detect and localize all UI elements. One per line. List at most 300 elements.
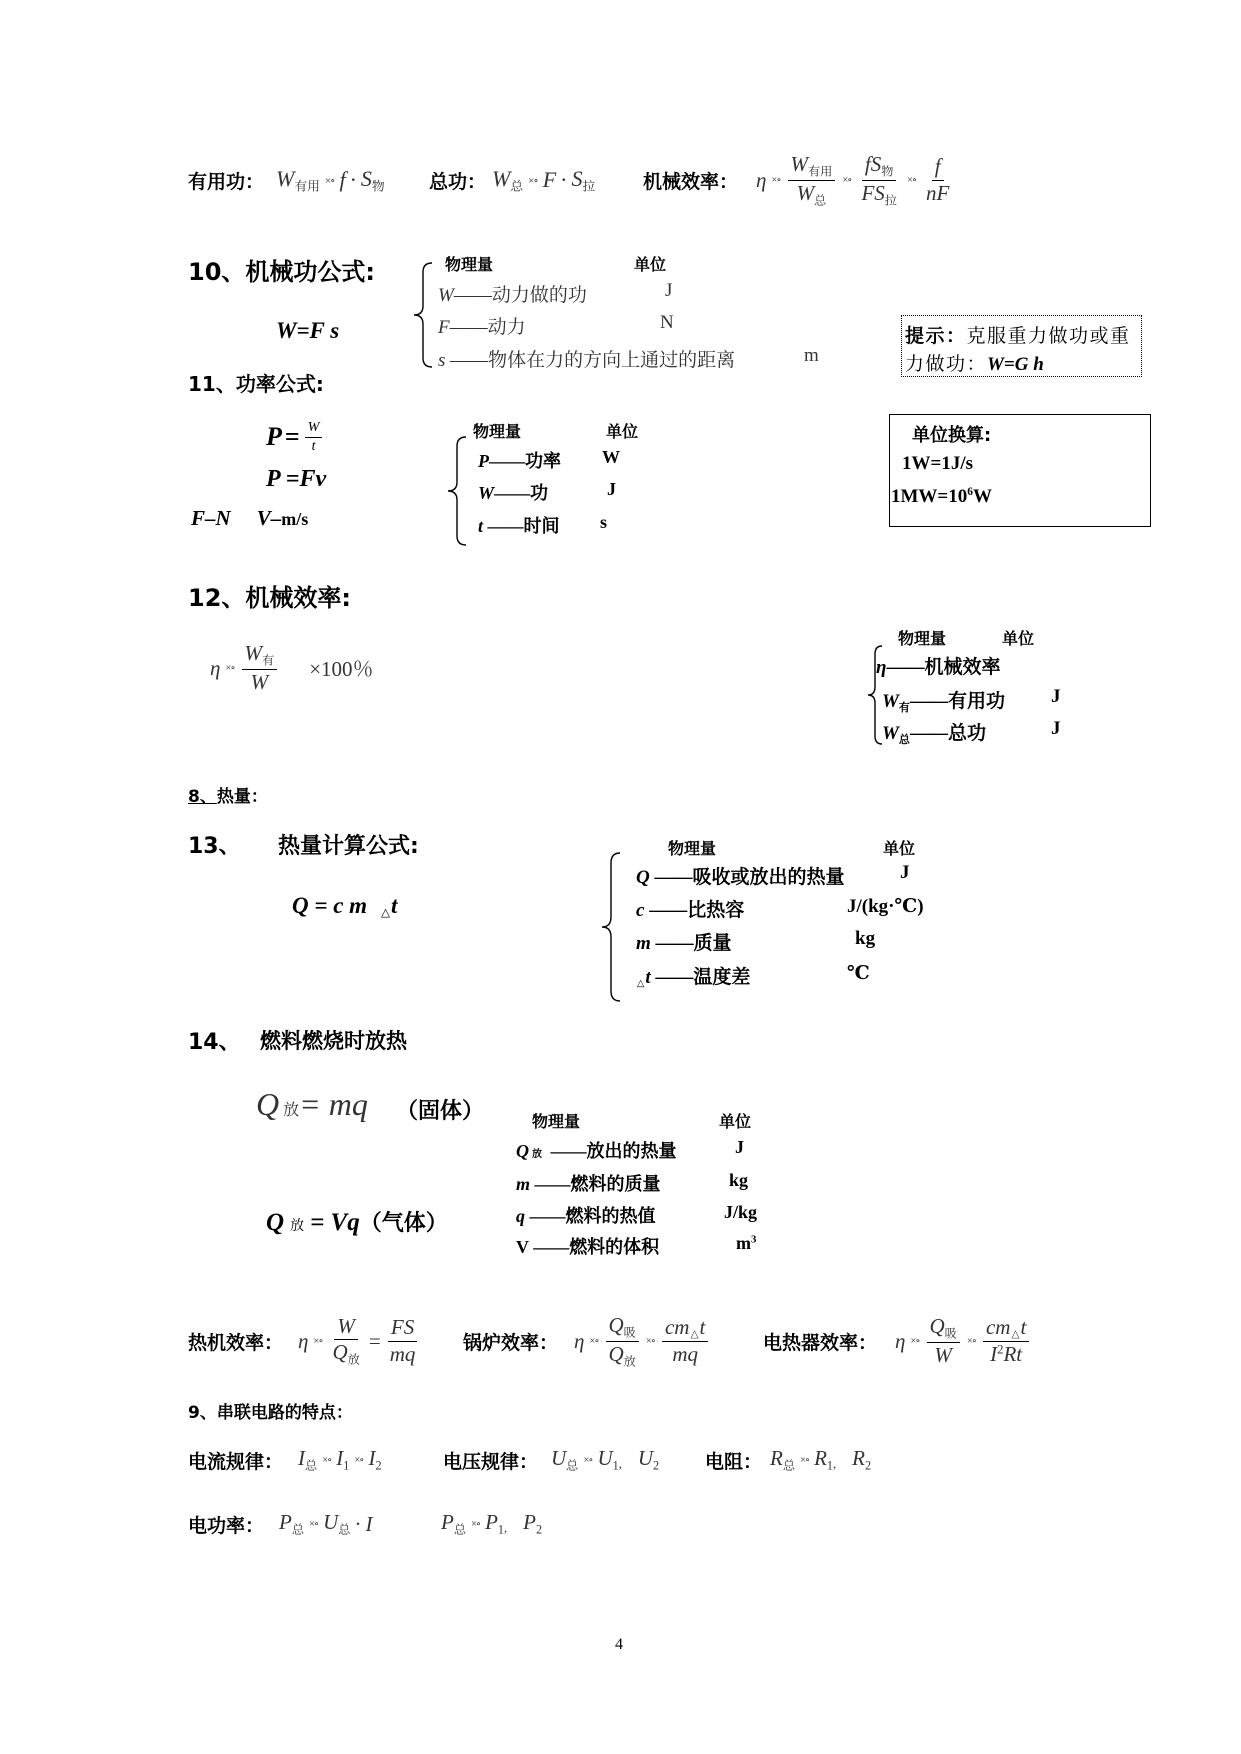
curly-brace (447, 436, 467, 546)
quantity-row (478, 512, 560, 538)
velocity-symbol: V– (256, 506, 282, 530)
quantity-row (516, 1202, 656, 1228)
eta-symbol: η (210, 655, 221, 680)
subscript: 放 (347, 1352, 360, 1367)
curly-brace (601, 852, 621, 1002)
numerator (242, 642, 278, 670)
unit-value: J/kg (724, 1202, 758, 1222)
var-symbol: Q (608, 1312, 624, 1337)
var-P: P (266, 422, 282, 451)
equals-glyph: ×∘ (910, 1336, 920, 1347)
denominator: mq (672, 1342, 698, 1367)
column-header-quantity: 物理量 (668, 839, 717, 858)
quantity-description: ——动力做的功 (453, 285, 587, 306)
numerator (788, 153, 836, 181)
quantity-row (882, 718, 986, 747)
unit-conversion-title: 单位换算: (912, 425, 992, 446)
formula-rest: = Vq (310, 1209, 360, 1236)
equals-sign: = (368, 1328, 381, 1353)
subscript: 总 (338, 1522, 351, 1537)
var-i-1 (336, 1446, 349, 1473)
quantity-description: ——比热容 (644, 900, 745, 921)
dot-operator: · (349, 167, 357, 192)
unit-legend (191, 506, 308, 531)
var-r-2 (852, 1446, 871, 1473)
var-symbol: P (478, 451, 489, 471)
quantity-description: ——功率 (489, 451, 561, 471)
quantity-description: ——燃料的体积 (528, 1237, 660, 1257)
var-symbol: q (516, 1206, 525, 1226)
join-mark: , (504, 1520, 508, 1535)
fraction-w-over-t (305, 420, 323, 454)
quantity-row (478, 447, 561, 473)
fraction-q-absorb-over-q-release (606, 1314, 639, 1368)
equals-sign: = (284, 422, 300, 451)
join-mark: , (833, 1456, 837, 1471)
quantity-row (478, 479, 548, 505)
solid-note: （固体） (396, 1099, 485, 1124)
velocity-unit: m/s (281, 509, 309, 529)
quantity-row (438, 345, 735, 372)
delta-symbol: △ (381, 907, 390, 920)
section-11-heading: 11、功率公式: (188, 372, 324, 396)
fraction-q-absorb-over-w (927, 1315, 960, 1367)
numerator: W (334, 1315, 358, 1340)
var-symbol: t (645, 967, 651, 988)
subscript: 物 (371, 179, 385, 194)
denominator (330, 1340, 363, 1367)
subscript: 放 (290, 1219, 305, 1234)
hint-text: 力做功： (905, 354, 988, 375)
subscript: 总 (510, 179, 524, 194)
denominator: mq (389, 1341, 416, 1366)
subscript: 2 (865, 1458, 872, 1473)
var-symbol: Rt (1003, 1342, 1023, 1367)
fraction-f-over-nf (923, 155, 952, 204)
section-14-number: 14、 (188, 1030, 241, 1055)
var-symbol: s (438, 350, 446, 371)
page-number: 4 (615, 1636, 623, 1653)
exponent: 2 (997, 1342, 1004, 1357)
fraction-fs-over-fs (858, 153, 900, 207)
unit-value: s (600, 512, 608, 532)
equals-glyph: ×∘ (528, 174, 538, 187)
section-10-heading: 10、机械功公式: (188, 258, 375, 286)
column-header-unit: 单位 (634, 255, 667, 274)
fraction-cm-dt-over-i2rt (983, 1316, 1029, 1367)
unit-value: kg (729, 1170, 749, 1190)
quantity-description: ——总功 (909, 723, 986, 744)
equals-glyph: ×∘ (906, 175, 917, 186)
var-symbol: fS (864, 151, 882, 176)
subscript: 吸 (944, 1326, 957, 1341)
var-symbol: Q (608, 1341, 624, 1366)
subscript: 有用 (294, 179, 320, 194)
boiler-efficiency-formula (574, 1310, 710, 1372)
quantity-row (882, 686, 1005, 715)
quantity-row (516, 1233, 659, 1259)
formula-rest: = mq (299, 1086, 368, 1122)
quantity-description: ——物体在力的方向上通过的距离 (445, 350, 736, 371)
subscript: 拉 (582, 179, 596, 194)
subscript: 总 (453, 1522, 467, 1537)
hint-formula: W=G h (987, 354, 1044, 375)
heat-section-title (188, 782, 268, 807)
resistance-formula (770, 1438, 871, 1482)
exponent: 6 (967, 486, 973, 499)
quantity-description: ——时间 (483, 516, 560, 536)
var-symbol: R (852, 1446, 865, 1471)
subscript: 有 (262, 653, 275, 668)
var-symbol: W (882, 691, 899, 712)
force-unit: F–N (191, 506, 231, 530)
heat-engine-efficiency-label: 热机效率： (188, 1331, 284, 1354)
var-symbol: cm (664, 1314, 690, 1339)
numerator (662, 1316, 708, 1343)
fuel-solid-formula (256, 1086, 368, 1123)
denominator (987, 1342, 1025, 1366)
eta-symbol: η (574, 1328, 585, 1353)
denominator: nF (926, 180, 950, 205)
hint-text: 克服重力做功或重 (966, 326, 1131, 347)
var-i: I (365, 1511, 373, 1536)
electric-heater-efficiency-label: 电热器效率： (763, 1331, 878, 1354)
quantity-row (516, 1137, 677, 1163)
var-symbol: I (368, 1446, 376, 1471)
denominator: t (311, 438, 316, 454)
resistance-label: 电阻： (705, 1450, 763, 1473)
power-formula-1 (266, 412, 324, 462)
var-symbol: W (276, 165, 295, 191)
power-formula-2: P =Fv (266, 466, 327, 492)
equals-glyph: ×∘ (324, 174, 335, 187)
total-work-label: 总功： (429, 170, 487, 193)
fraction-w-useful-over-w-total (788, 153, 836, 207)
section-13-number: 13、 (188, 834, 241, 859)
efficiency-formula (210, 640, 374, 696)
subscript: 总 (782, 1458, 796, 1473)
percent-factor: ×100％ (309, 657, 374, 681)
var-symbol: t (1020, 1314, 1027, 1339)
var-symbol: I (990, 1342, 998, 1367)
quantity-description: ——机械效率 (886, 657, 1001, 678)
numerator (862, 153, 897, 181)
var-symbol: t (699, 1314, 706, 1339)
var-w-useful (276, 166, 320, 194)
quantity-row (636, 928, 732, 955)
var-symbol: W (244, 641, 262, 666)
var-symbol: F (438, 317, 450, 338)
var-symbol: Q (516, 1141, 529, 1161)
total-work-formula (492, 150, 595, 210)
equals-glyph: ×∘ (309, 1519, 319, 1530)
var-symbol: W (882, 723, 899, 744)
unit-value: kg (855, 928, 876, 949)
var-p-1 (485, 1510, 519, 1537)
mechanical-efficiency-formula (756, 146, 954, 214)
electric-power-formula-1 (279, 1502, 372, 1546)
equals-glyph: ×∘ (800, 1455, 810, 1466)
equals-glyph: ×∘ (322, 1455, 332, 1466)
subscript: 放 (623, 1353, 636, 1368)
subscript: 总 (566, 1458, 579, 1473)
column-header-unit: 单位 (883, 839, 916, 858)
boiler-efficiency-label: 锅炉效率： (463, 1331, 559, 1354)
subscript: 总 (898, 733, 910, 746)
var-p-total (441, 1510, 466, 1537)
unit-value: W (602, 447, 620, 467)
var-F: F (542, 167, 557, 192)
var-symbol: W (492, 165, 511, 191)
var-symbol: P (441, 1510, 454, 1535)
quantity-row (516, 1170, 661, 1196)
unit-value: m (804, 345, 819, 366)
dot-operator: · (560, 167, 568, 192)
voltage-rule-label: 电压规律： (443, 1450, 539, 1473)
unit-value: N (660, 312, 674, 333)
section-14-heading: 燃料燃烧时放热 (260, 1029, 407, 1053)
subscript: 2 (536, 1522, 543, 1537)
numerator (927, 1315, 960, 1343)
formula-main: Q = c m (292, 893, 368, 918)
var-symbol: P (523, 1510, 536, 1535)
var-symbol: cm (985, 1314, 1011, 1339)
unit-conversion-line: 1W=1J/s (902, 453, 973, 474)
var-symbol: Q (929, 1314, 945, 1339)
subscript: 物 (881, 164, 894, 179)
var-w-total (492, 166, 523, 194)
subscript: 1 (612, 1458, 619, 1473)
var-Q: Q (266, 1209, 285, 1236)
var-t: t (390, 893, 398, 918)
var-r-total (770, 1446, 795, 1473)
delta-symbol: △ (1011, 1328, 1020, 1340)
equals-glyph: ×∘ (771, 175, 781, 186)
var-p-total (279, 1510, 304, 1537)
column-header-unit: 单位 (606, 422, 639, 441)
unit-conversion-box (889, 414, 1151, 527)
var-u-total (551, 1446, 578, 1473)
numerator: FS (388, 1316, 417, 1341)
var-i-total (298, 1446, 317, 1473)
subscript: 放 (532, 1149, 542, 1160)
column-header-quantity: 物理量 (445, 255, 494, 274)
quantity-row (876, 652, 1000, 679)
unit-value: J (1051, 686, 1061, 707)
equals-glyph: ×∘ (225, 663, 235, 674)
denominator: W (934, 1342, 952, 1367)
fraction-fs-over-mq (387, 1316, 419, 1365)
hint-line-2 (905, 349, 1044, 376)
var-symbol: U (597, 1446, 613, 1471)
equals-glyph: ×∘ (583, 1455, 593, 1466)
quantity-description: ——动力 (449, 317, 526, 338)
voltage-rule-formula (551, 1438, 659, 1482)
column-header-quantity: 物理量 (473, 422, 522, 441)
equals-glyph: ×∘ (354, 1455, 364, 1466)
delta-symbol: △ (637, 978, 645, 989)
subscript: 吸 (623, 1325, 636, 1340)
var-symbol: m (516, 1174, 531, 1194)
subscript: 1 (826, 1458, 834, 1473)
var-u-1 (597, 1446, 633, 1473)
eta-symbol: η (298, 1328, 309, 1353)
gas-note: （气体） (359, 1211, 448, 1236)
quantity-description: ——放出的热量 (546, 1141, 677, 1161)
electric-power-label: 电功率： (188, 1514, 265, 1537)
quantity-description: ——燃料的热值 (525, 1206, 656, 1226)
quantity-description: ——燃料的质量 (530, 1174, 661, 1194)
var-p-2 (523, 1510, 542, 1537)
var-symbol: I (298, 1446, 305, 1471)
useful-work-formula (276, 150, 385, 210)
hint-label: 提示： (905, 326, 967, 347)
section-13-heading: 热量计算公式: (278, 834, 419, 859)
column-header-quantity: 物理量 (532, 1112, 581, 1131)
var-s-pull (571, 166, 595, 194)
subscript: 总 (291, 1522, 305, 1537)
var-symbol: P (279, 1510, 292, 1535)
quantity-row (438, 312, 526, 339)
quantity-row (438, 280, 587, 307)
subscript: 2 (653, 1458, 660, 1473)
heat-formula (292, 893, 397, 919)
subscript: 1 (497, 1522, 505, 1537)
var-symbol: m (636, 933, 651, 954)
var-s-object (361, 166, 385, 194)
curly-brace (413, 262, 433, 368)
var-symbol: Q (332, 1340, 348, 1365)
var-symbol: S (571, 165, 583, 191)
unit-value (736, 1233, 756, 1254)
var-symbol: η (876, 657, 887, 678)
subscript: 总 (305, 1458, 318, 1473)
var-symbol: S (360, 165, 372, 191)
column-header-quantity: 物理量 (898, 629, 947, 648)
subscript: 1 (343, 1458, 350, 1473)
quantity-row (636, 862, 845, 889)
dot-operator: · (354, 1511, 362, 1536)
subscript: 总 (814, 192, 827, 207)
join-mark: , (618, 1456, 622, 1471)
fraction-cm-dt-over-mq (662, 1316, 708, 1367)
quantity-row (636, 895, 744, 922)
current-rule-label: 电流规律： (188, 1450, 284, 1473)
useful-work-label: 有用功： (188, 170, 265, 193)
numerator: f (932, 155, 944, 180)
var-u-2 (638, 1446, 659, 1473)
var-symbol: R (814, 1446, 827, 1471)
numerator: W (305, 420, 323, 437)
electric-heater-efficiency-formula (895, 1310, 1031, 1372)
var-symbol: W (796, 180, 815, 205)
section-text: 热量： (216, 787, 268, 807)
hint-line-1 (905, 321, 1131, 348)
quantity-row (636, 962, 750, 989)
work-formula: W=F s (276, 318, 340, 343)
var-Q: Q (256, 1086, 280, 1122)
equals-glyph: ×∘ (313, 1336, 323, 1347)
var-u-total (323, 1510, 350, 1537)
subscript: 拉 (884, 192, 897, 207)
subscript: 2 (375, 1458, 382, 1473)
quantity-description: ——有用功 (909, 691, 1005, 712)
quantity-description: ——功 (494, 483, 549, 503)
var-symbol: I (336, 1446, 344, 1471)
unit-base: m (736, 1233, 751, 1253)
hint-box (901, 315, 1142, 377)
var-symbol: U (637, 1446, 654, 1471)
unit-value: J (735, 1137, 744, 1157)
subscript: 有 (898, 701, 910, 714)
section-12-heading: 12、机械效率: (188, 584, 351, 612)
heat-engine-efficiency-formula (298, 1310, 420, 1372)
subscript: 放 (283, 1102, 300, 1119)
var-symbol: W (438, 285, 454, 306)
var-symbol: V (516, 1237, 529, 1257)
denominator (606, 1342, 639, 1369)
section-number: 8、 (188, 787, 217, 807)
conversion-unit: W (972, 486, 992, 507)
column-header-unit: 单位 (1002, 629, 1035, 648)
current-rule-formula (298, 1438, 382, 1482)
column-header-unit: 单位 (719, 1112, 752, 1131)
unit-value: J (607, 479, 616, 499)
var-symbol: t (478, 516, 484, 536)
mechanical-efficiency-label: 机械效率： (643, 170, 739, 193)
unit-value: J (665, 280, 673, 301)
quantity-description: ——吸收或放出的热量 (649, 867, 845, 888)
quantity-description: ——质量 (650, 933, 732, 954)
var-symbol: R (770, 1446, 783, 1471)
var-symbol: FS (861, 180, 885, 205)
delta-symbol: △ (690, 1328, 699, 1340)
denominator: W (250, 669, 269, 694)
conversion-base: 1MW=10 (891, 486, 968, 507)
equals-glyph: ×∘ (471, 1519, 481, 1530)
series-circuit-title: 9、串联电路的特点： (188, 1403, 353, 1423)
var-symbol: W (478, 483, 495, 503)
fraction-w-useful-over-w (242, 642, 278, 694)
var-symbol: c (636, 900, 645, 921)
unit-value: J/(kg·℃) (847, 896, 924, 917)
var-r-1 (814, 1446, 848, 1473)
denominator (794, 181, 830, 208)
numerator (606, 1314, 639, 1342)
exponent: 3 (751, 1233, 757, 1246)
fraction-w-over-q-release (330, 1315, 363, 1367)
unit-value: J (1051, 718, 1061, 739)
fuel-gas-formula (266, 1206, 448, 1237)
denominator (858, 181, 900, 208)
subscript: 有用 (808, 164, 833, 179)
unit-value: J (900, 862, 910, 883)
var-symbol: W (790, 151, 808, 176)
eta-symbol: η (756, 167, 767, 192)
var-symbol: U (551, 1446, 567, 1471)
unit-conversion-line (891, 486, 992, 508)
var-symbol: Q (636, 867, 650, 888)
var-i-2 (368, 1446, 381, 1473)
equals-glyph: ×∘ (645, 1336, 655, 1347)
numerator (983, 1316, 1029, 1343)
quantity-description: ——温度差 (650, 967, 751, 988)
equals-glyph: ×∘ (589, 1336, 599, 1347)
var-f: f (339, 167, 346, 192)
equals-glyph: ×∘ (966, 1336, 976, 1347)
unit-value: ℃ (847, 963, 870, 984)
electric-power-formula-2 (441, 1502, 542, 1546)
